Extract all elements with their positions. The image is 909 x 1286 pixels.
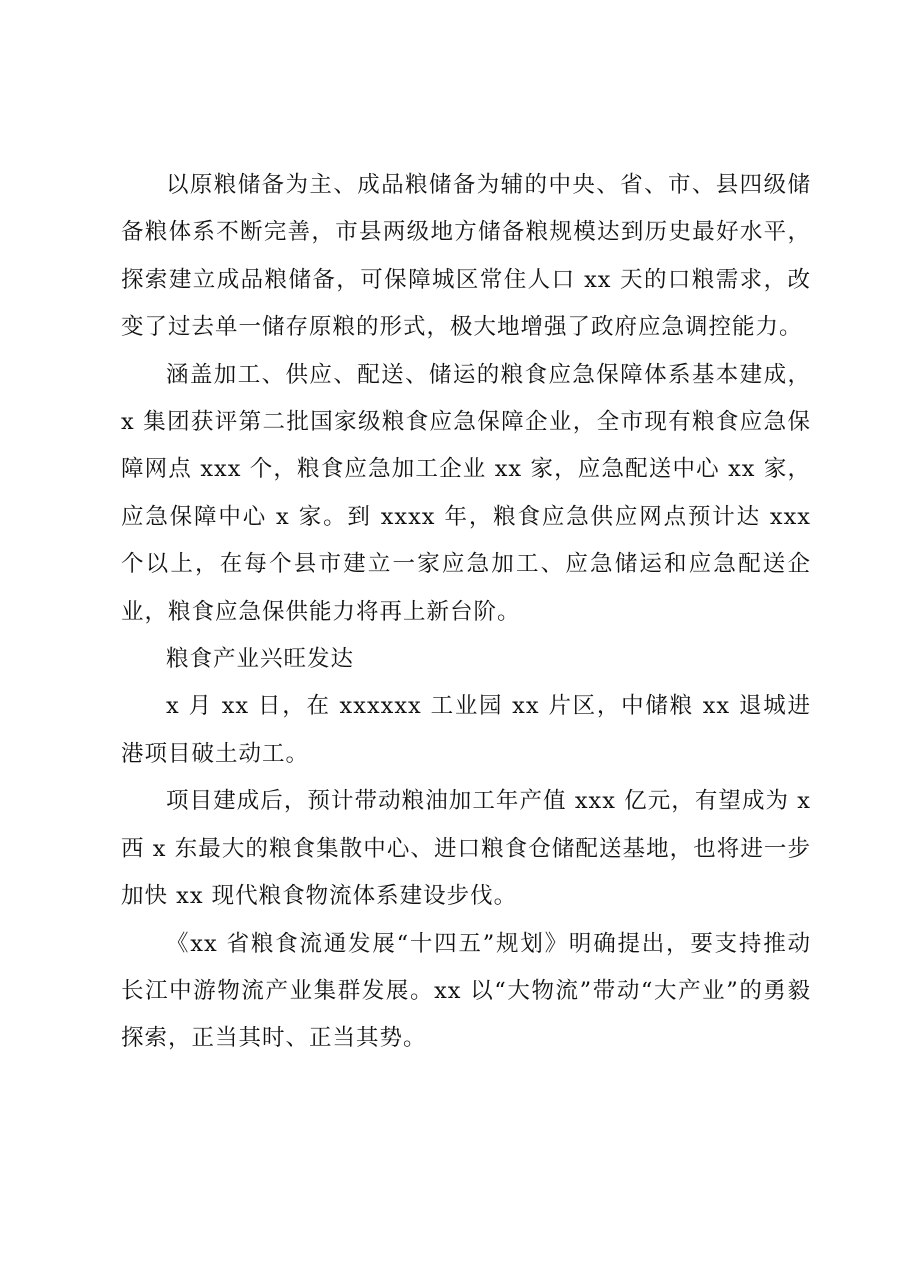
paragraph-grain-reserve-system: 以原粮储备为主、成品粮储备为辅的中央、省、市、县四级储备粮体系不断完善，市县两级地方储备粮规模达到历史最好水平，探索建立成品粮储备，可保障城区常住人口 xx 天的口粮需求，改变了过去单一储存原粮的形式，极大地增强了政府应急调控能力。 <box>121 172 811 341</box>
paragraph-fourteenth-five-year-plan: 《xx 省粮食流通发展“十四五”规划》明确提出，要支持推动长江中游物流产业集群发展。xx 以“大物流”带动“大产业”的勇毅探索，正当其时、正当其势。 <box>121 930 811 1052</box>
paragraph-project-output: 项目建成后，预计带动粮油加工年产值 xxx 亿元，有望成为 x 西 x 东最大的粮食集散中心、进口粮食仓储配送基地，也将进一步加快 xx 现代粮食物流体系建设步伐。 <box>121 788 811 910</box>
paragraph-emergency-supply-system: 涵盖加工、供应、配送、储运的粮食应急保障体系基本建成，x 集团获评第二批国家级粮食应急保障企业，全市现有粮食应急保障网点 xxx 个，粮食应急加工企业 xx 家，应急配送中心 xx 家，应急保障中心 x 家。到 xxxx 年，粮食应急供应网点预计达 xxx 个以上，在每个县市建立一家应急加工、应急储运和应急配送企业，粮食应急保供能力将再上新台阶。 <box>121 361 811 625</box>
paragraph-project-groundbreaking: x 月 xx 日，在 xxxxxx 工业园 xx 片区，中储粮 xx 退城进港项目破土动工。 <box>121 693 811 767</box>
document-body <box>121 162 811 1063</box>
section-heading-grain-industry: 粮食产业兴旺发达 <box>166 646 355 673</box>
